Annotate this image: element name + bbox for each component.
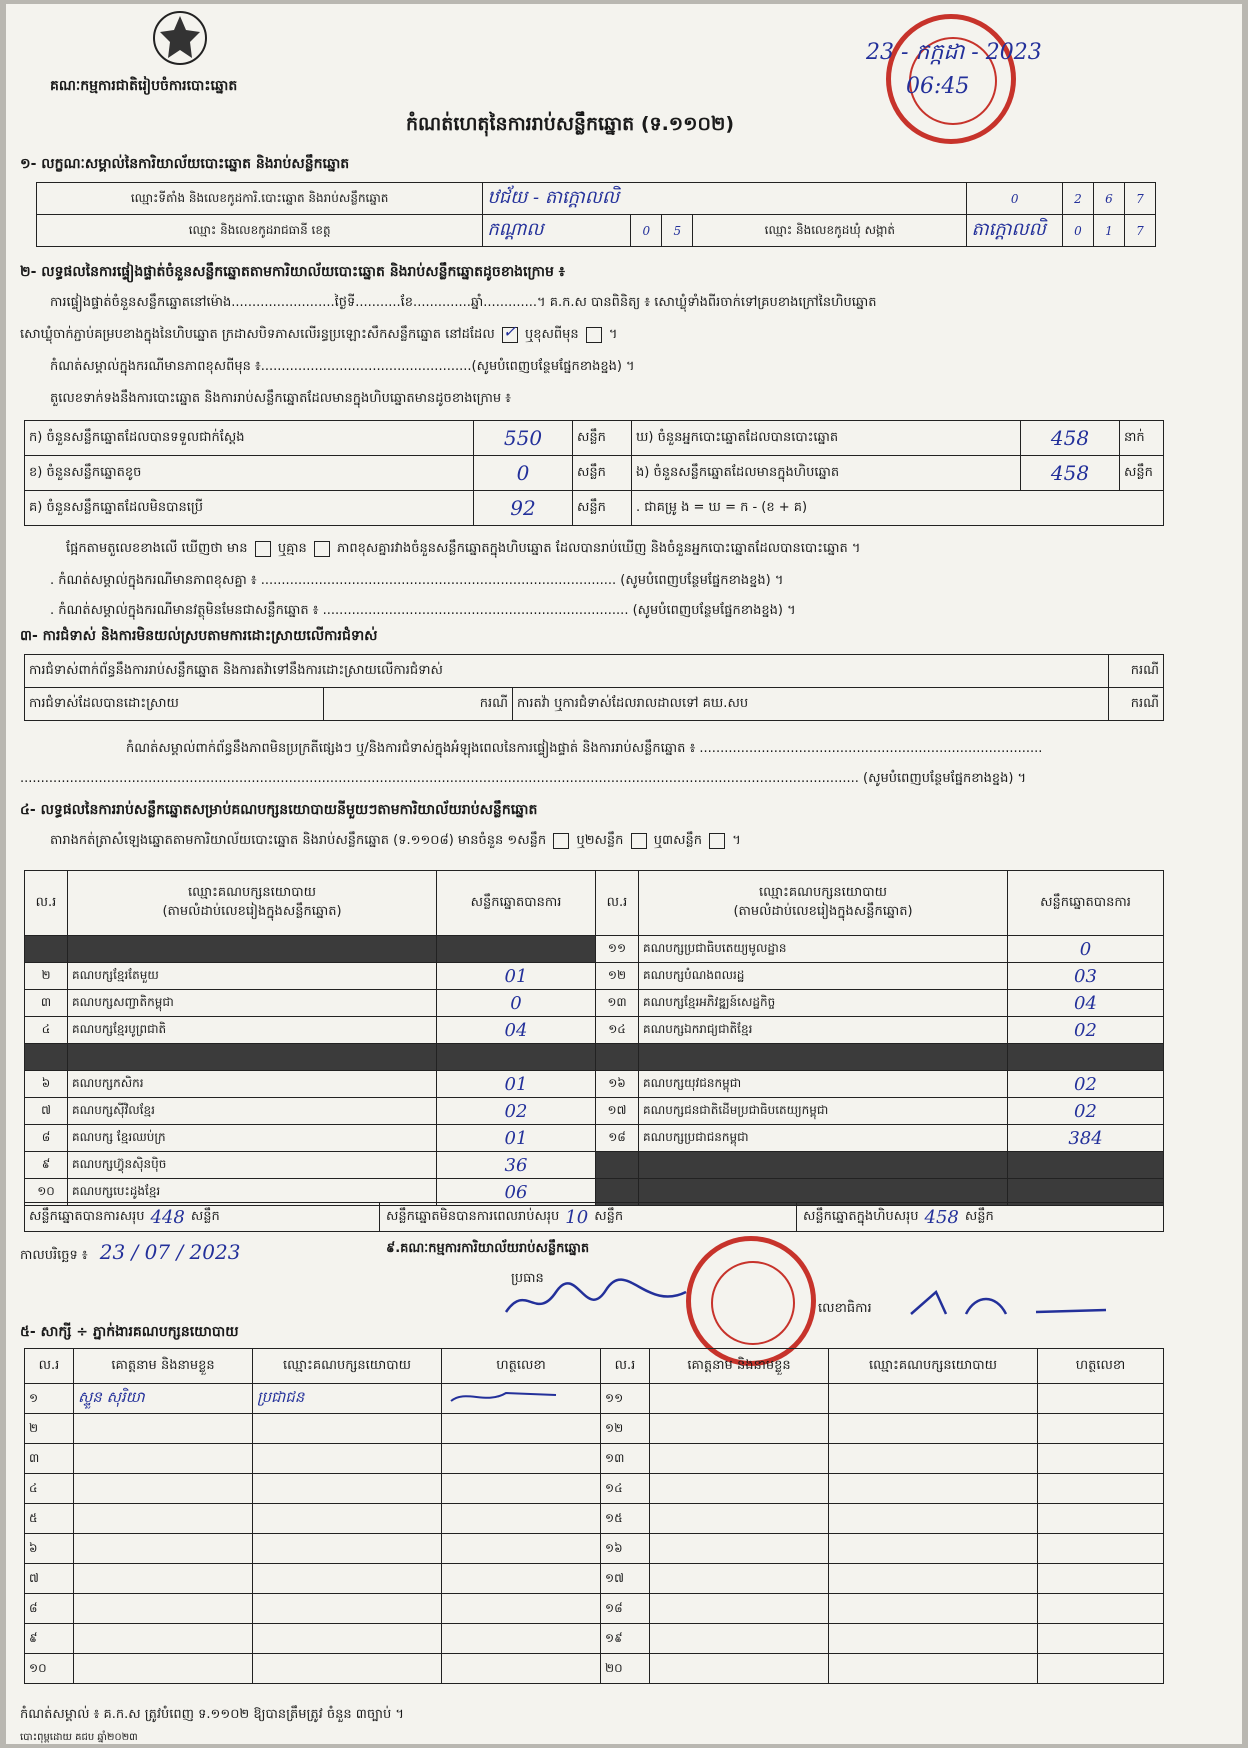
party-no-cell: ៨ <box>25 1125 68 1152</box>
figure-d-label: ឃ) ចំនួនអ្នកបោះឆ្នោតដែលបានបោះឆ្នោត <box>632 421 1021 456</box>
party-no-cell: ៤ <box>25 1017 68 1044</box>
witness-row <box>25 1564 1164 1594</box>
party-row <box>25 936 1164 963</box>
witness-no-right: ១៨ <box>601 1594 650 1624</box>
witness-no: ១ <box>25 1384 74 1414</box>
witness-no-right: ១៥ <box>601 1504 650 1534</box>
organization-name: គណៈកម្មការជាតិរៀបចំការបោះឆ្នោត <box>50 78 238 94</box>
witness-row <box>25 1444 1164 1474</box>
footnote: កំណត់សម្គាល់ ៖ គ.ក.ស ត្រូវបំពេញ ទ.១១០២ ឱ្យបានត្រឹមត្រូវ ចំនួន ៣ច្បាប់ ។ <box>20 1707 404 1722</box>
witness-signature <box>442 1504 601 1534</box>
w-col-name: គោត្តនាម និងនាមខ្លួន <box>74 1349 253 1384</box>
commune-value: តាក្តោលលិ <box>967 215 1063 247</box>
witness-party <box>253 1414 442 1444</box>
station-code-digit: 6 <box>1093 183 1124 215</box>
witness-name <box>74 1594 253 1624</box>
three-sheet-checkbox[interactable] <box>709 833 725 849</box>
party-party-cell: គណបក្សបេះដូងខ្មែរ <box>68 1179 437 1206</box>
secretary-signature <box>906 1284 1126 1324</box>
stamp-date: 23 - កក្កដា - 2023 <box>866 40 1042 65</box>
witness-name <box>74 1474 253 1504</box>
witness-no-right: ១៤ <box>601 1474 650 1504</box>
station-label: ឈ្មោះទីតាំង និងលេខកូដការិ.បោះឆ្នោត និងរាប់សន្លឹកឆ្នោត <box>37 183 483 215</box>
party-no-cell: ១៤ <box>596 1017 639 1044</box>
party-no-cell <box>596 1152 639 1179</box>
witness-party-right <box>829 1414 1038 1444</box>
party-party-cell: គណបក្សខ្មែរអភិវឌ្ឍន៍សេដ្ឋកិច្ច <box>639 990 1008 1017</box>
witness-party <box>253 1504 442 1534</box>
witness-name-right <box>650 1534 829 1564</box>
figure-c-value: 92 <box>474 491 573 526</box>
witness-no-right: ១៦ <box>601 1534 650 1564</box>
totals-row <box>24 1202 1164 1232</box>
witness-no: ១០ <box>25 1654 74 1684</box>
section1-heading: ១- លក្ខណៈសម្គាល់នៃការិយាល័យបោះឆ្នោត និងរាប់សន្លឹកឆ្នោត <box>20 156 350 172</box>
total-box-label: សន្លឹកឆ្នោតក្នុងហិបសរុប <box>803 1208 919 1224</box>
party-party-cell: គណបក្សខ្មែរបូព្រជាតិ <box>68 1017 437 1044</box>
witness-row <box>25 1504 1164 1534</box>
party-votes-cell: 02 <box>1008 1071 1164 1098</box>
party-party-cell <box>68 1044 437 1071</box>
witness-name-right <box>650 1414 829 1444</box>
party-no-cell <box>596 1044 639 1071</box>
w-col-no-right: ល.រ <box>601 1349 650 1384</box>
ballot-count-report-page <box>6 4 1242 1744</box>
party-no-cell: ៦ <box>25 1071 68 1098</box>
party-party-cell: គណបក្សខ្មែរតែមួយ <box>68 963 437 990</box>
section3-heading: ៣- ការជំទាស់ និងការមិនយល់ស្របតាមការដោះស្រាយលើការជំទាស់ <box>20 628 378 644</box>
discrepancy-line <box>66 540 860 559</box>
total-invalid-unit: សន្លឹក <box>594 1208 624 1224</box>
witness-party <box>253 1444 442 1474</box>
witness-no: ៥ <box>25 1504 74 1534</box>
witness-row <box>25 1654 1164 1684</box>
party-party-cell: គណបក្សសញ្ជាតិកម្ពុជា <box>68 990 437 1017</box>
witness-no: ៣ <box>25 1444 74 1474</box>
witness-signature-right <box>1038 1534 1164 1564</box>
total-invalid-value: 10 <box>565 1206 589 1228</box>
witness-party <box>253 1564 442 1594</box>
formula-label: . ជាគម្រូ ង = ឃ = ក - (ខ + គ) <box>632 491 1164 526</box>
party-row <box>25 963 1164 990</box>
witness-name <box>74 1534 253 1564</box>
witness-no: ៤ <box>25 1474 74 1504</box>
station-code-digit: 0 <box>967 183 1063 215</box>
two-sheet-label: ឬ២សន្លឹក <box>576 833 624 848</box>
witness-party <box>253 1594 442 1624</box>
witness-signature <box>442 1564 601 1594</box>
stamp-time: 06:45 <box>906 74 970 99</box>
chair-label: ប្រធាន <box>511 1271 544 1286</box>
party-party-cell: គណបក្សជនជាតិដើមប្រជាធិបតេយ្យកម្ពុជា <box>639 1098 1008 1125</box>
party-votes-cell: 36 <box>437 1152 596 1179</box>
party-party-cell: គណបក្សឯករាជ្យជាតិខ្មែរ <box>639 1017 1008 1044</box>
party-no-cell: ១៣ <box>596 990 639 1017</box>
witness-party-right <box>829 1504 1038 1534</box>
witness-name <box>74 1654 253 1684</box>
unchanged-checkbox[interactable]: ✓ <box>502 321 517 341</box>
witness-no: ៦ <box>25 1534 74 1564</box>
section4-heading: ៤- លទ្ធផលនៃការរាប់សន្លឹកឆ្នោតសម្រាប់គណបក្សនយោបាយនីមួយៗតាមការិយាល័យរាប់សន្លឹកឆ្នោត <box>20 802 538 818</box>
witness-name <box>74 1504 253 1534</box>
witness-row <box>25 1384 1164 1414</box>
resolved-unit: ករណី <box>324 688 513 721</box>
resolved-label: ការជំទាស់ដែលបានដោះស្រាយ <box>25 688 324 721</box>
three-sheet-label: ឬ៣សន្លឹក <box>653 833 702 848</box>
witness-name <box>74 1624 253 1654</box>
col-no-right: ល.រ <box>596 871 639 936</box>
witness-name-right <box>650 1384 829 1414</box>
province-label: ឈ្មោះ និងលេខកូដរាជធានី ខេត្ត <box>37 215 483 247</box>
witness-name <box>74 1564 253 1594</box>
escalated-unit: ករណី <box>1108 688 1163 721</box>
party-results-table <box>24 870 1164 1206</box>
party-row <box>25 990 1164 1017</box>
figure-d-unit: នាក់ <box>1120 421 1164 456</box>
witness-signature <box>442 1534 601 1564</box>
party-votes-cell: 0 <box>1008 936 1164 963</box>
witness-party <box>253 1654 442 1684</box>
seal-line-text: សោឃ្លុំចាក់ភ្ជាប់គម្របខាងក្នុងនៃហិបឆ្នោត ក្រដាសបិទភាសលើរន្ធប្រឡោះសឹកសន្លឹកឆ្នោត នៅដដែល <box>20 327 495 342</box>
party-no-cell: ១២ <box>596 963 639 990</box>
province-code-digit: 5 <box>662 215 693 247</box>
complaints-label: ការជំទាស់ពាក់ព័ន្ធនឹងការរាប់សន្លឹកឆ្នោត និងការតវ៉ាទៅនឹងការដោះស្រាយលើការជំទាស់ <box>25 655 1109 688</box>
party-votes-cell: 384 <box>1008 1125 1164 1152</box>
col-party-right: ឈ្មោះគណបក្សនយោបាយ (តាមលំដាប់លេខរៀងក្នុងសន្លឹកឆ្នោត) <box>639 871 1008 936</box>
figure-c-label: គ) ចំនួនសន្លឹកឆ្នោតដែលមិនបានប្រើ <box>25 491 474 526</box>
irregularity-note: កំណត់សម្គាល់ពាក់ព័ន្ធនឹងភាពមិនប្រក្រតីផ្សេងៗ ឬ/និងការជំទាស់ក្នុងអំឡុងពេលនៃការផ្ទៀងផ្ទាត់ និងការរាប់សន្លឹកឆ្នោត ៖ ................................................................................... <box>126 741 1043 756</box>
party-party-cell: គណបក្សប្រជាជនកម្ពុជា <box>639 1125 1008 1152</box>
witness-signature <box>442 1654 601 1684</box>
witness-row <box>25 1414 1164 1444</box>
party-votes-cell: 02 <box>437 1098 596 1125</box>
total-valid-label: សន្លឹកឆ្នោតបានការសរុប <box>29 1208 145 1224</box>
province-code-digit: 0 <box>631 215 662 247</box>
witness-party-right <box>829 1534 1038 1564</box>
party-no-cell: ១១ <box>596 936 639 963</box>
figure-b-unit: សន្លឹក <box>573 456 632 491</box>
commune-code-digit: 1 <box>1093 215 1124 247</box>
witness-party <box>253 1534 442 1564</box>
party-party-cell: គណបក្សប្រជាធិបតេយ្យមូលដ្ឋាន <box>639 936 1008 963</box>
party-no-cell: ១៧ <box>596 1098 639 1125</box>
party-votes-cell: 0 <box>437 990 596 1017</box>
witness-row <box>25 1474 1164 1504</box>
witness-signature-right <box>1038 1564 1164 1594</box>
party-votes-cell <box>1008 1152 1164 1179</box>
official-stamp-middle <box>686 1236 816 1366</box>
commune-code-digit: 7 <box>1124 215 1155 247</box>
witness-name <box>74 1414 253 1444</box>
witness-no: ៧ <box>25 1564 74 1594</box>
witness-party-right <box>829 1654 1038 1684</box>
verification-line: ការផ្ទៀងផ្ទាត់ចំនួនសន្លឹកឆ្នោតនៅម៉ោង.........................ថ្ងៃទី...........ខែ..............ឆ្នាំ.............។ គ.ក.ស បានពិនិត្យ ៖ សោឃ្លុំទាំងពីរចាក់ទៅគ្របខាងក្រៅនៃហិបឆ្នោត <box>50 295 877 310</box>
witness-signature <box>442 1414 601 1444</box>
party-votes-cell: 01 <box>437 1071 596 1098</box>
witness-signature-right <box>1038 1504 1164 1534</box>
section4-intro: តារាងកត់ត្រាសំឡេងឆ្នោតតាមការិយាល័យបោះឆ្នោត និងរាប់សន្លឹកឆ្នោត (ទ.១១០៨) មានចំនួន ១សន្លឹក ឬ២សន្លឹក ឬ៣សន្លឹក ។ <box>50 833 741 848</box>
station-code-digit: 7 <box>1124 183 1155 215</box>
witness-name <box>74 1444 253 1474</box>
date-value: 23 / 07 / 2023 <box>99 1240 241 1264</box>
total-box <box>797 1203 1163 1231</box>
commune-label: ឈ្មោះ និងលេខកូដឃុំ សង្កាត់ <box>693 215 967 247</box>
party-party-cell: គណបក្សស៊ីវិលខ្មែរ <box>68 1098 437 1125</box>
discrepancy-tail: ភាពខុសគ្នារវាងចំនួនសន្លឹកឆ្នោតក្នុងហិបឆ្នោត ដែលបានរាប់ឃើញ និងចំនួនអ្នកបោះឆ្នោតដែលបានបោះឆ្នោត ។ <box>337 541 861 556</box>
witness-name-right <box>650 1504 829 1534</box>
figures-intro: តួលេខទាក់ទងនឹងការបោះឆ្នោត និងការរាប់សន្លឹកឆ្នោតដែលមានក្នុងហិបឆ្នោតមានដូចខាងក្រោម ៖ <box>50 391 511 406</box>
witness-party-right <box>829 1384 1038 1414</box>
witness-name-right <box>650 1654 829 1684</box>
changed-label: ឬខុសពីមុន <box>524 327 579 342</box>
witness-row <box>25 1624 1164 1654</box>
date-label: កាលបរិច្ឆេទ ៖ <box>20 1248 88 1263</box>
witness-party: ប្រជាជន <box>253 1384 442 1414</box>
figure-a-label: ក) ចំនួនសន្លឹកឆ្នោតដែលបានទទួលជាក់ស្តែង <box>25 421 474 456</box>
witness-signature-right <box>1038 1414 1164 1444</box>
total-invalid <box>380 1203 797 1231</box>
polling-station-id-table <box>36 182 1156 247</box>
party-party-cell <box>639 1152 1008 1179</box>
w-col-name-right: គោត្តនាម និងនាមខ្លួន <box>650 1349 829 1384</box>
irregularity-note-cont: ........................................................................................................................................................................................................... (សូមបំពេញបន្ថែមផ្នែកខាងខ្នង) ។ <box>20 771 1027 786</box>
figure-b-label: ខ) ចំនួនសន្លឹកឆ្នោតខូច <box>25 456 474 491</box>
witness-table <box>24 1348 1164 1684</box>
witness-signature-right <box>1038 1474 1164 1504</box>
figure-e-unit: សន្លឹក <box>1120 456 1164 491</box>
complaints-table <box>24 654 1164 721</box>
party-row <box>25 1152 1164 1179</box>
party-no-cell <box>25 1044 68 1071</box>
party-party-cell: គណបក្សបំណងពលរដ្ឋ <box>639 963 1008 990</box>
party-no-cell: ២ <box>25 963 68 990</box>
witness-name: ស្ទួន សុរិយា <box>74 1384 253 1414</box>
has-discrepancy-checkbox[interactable] <box>255 541 271 557</box>
party-votes-cell <box>437 936 596 963</box>
one-sheet-checkbox[interactable] <box>553 833 569 849</box>
witness-party-right <box>829 1624 1038 1654</box>
col-party: ឈ្មោះគណបក្សនយោបាយ (តាមលំដាប់លេខរៀងក្នុងសន្លឹកឆ្នោត) <box>68 871 437 936</box>
figure-d-value: 458 <box>1021 421 1120 456</box>
witness-name-right <box>650 1624 829 1654</box>
witness-party <box>253 1624 442 1654</box>
witness-signature <box>442 1594 601 1624</box>
witness-signature <box>442 1624 601 1654</box>
party-party-cell: គណបក្សកសិករ <box>68 1071 437 1098</box>
total-invalid-label: សន្លឹកឆ្នោតមិនបានការពេលរាប់សរុប <box>386 1208 560 1224</box>
witness-signature-right <box>1038 1654 1164 1684</box>
col-no: ល.រ <box>25 871 68 936</box>
figure-b-value: 0 <box>474 456 573 491</box>
witness-party-right <box>829 1444 1038 1474</box>
ballot-figures-table <box>24 420 1164 526</box>
col-votes: សន្លឹកឆ្នោតបានការ <box>437 871 596 936</box>
party-no-cell: ៣ <box>25 990 68 1017</box>
committee-title: ៩.គណៈកម្មការការិយាល័យរាប់សន្លឹកឆ្នោត <box>386 1241 590 1256</box>
party-votes-cell <box>437 1044 596 1071</box>
figure-c-unit: សន្លឹក <box>573 491 632 526</box>
witness-signature-mark <box>446 1387 566 1407</box>
station-value: ឋជ័យ - តាក្តោលលិ <box>483 183 967 215</box>
party-votes-cell: 03 <box>1008 963 1164 990</box>
escalated-label: ការតវ៉ា ឬការជំទាស់ដែលរាលដាលទៅ គឃ.សប <box>513 688 1109 721</box>
witness-name-right <box>650 1444 829 1474</box>
party-row <box>25 1044 1164 1071</box>
chair-signature <box>496 1272 696 1332</box>
two-sheet-checkbox[interactable] <box>631 833 647 849</box>
foreign-object-note: . កំណត់សម្គាល់ក្នុងករណីមានវត្ថុមិនមែនជាសន្លឹកឆ្នោត ៖ .......................................................................... (សូមបំពេញបន្ថែមផ្នែកខាងខ្នង) ។ <box>50 603 796 618</box>
difference-note-line: កំណត់សម្គាល់ក្នុងករណីមានភាពខុសពីមុន ៖...................................................(សូមបំពេញបន្ថែមផ្នែកខាងខ្នង) ។ <box>50 359 635 374</box>
party-row <box>25 1125 1164 1152</box>
seal-line: សោឃ្លុំចាក់ភ្ជាប់គម្របខាងក្នុងនៃហិបឆ្នោត ក្រដាសបិទភាសលើរន្ធប្រឡោះសឹកសន្លឹកឆ្នោត នៅដដែល ✓ ឬខុសពីមុន ។ <box>20 321 618 342</box>
figure-e-label: ង) ចំនួនសន្លឹកឆ្នោតដែលមានក្នុងហិបឆ្នោត <box>632 456 1021 491</box>
complaints-unit: ករណី <box>1108 655 1163 688</box>
figure-e-value: 458 <box>1021 456 1120 491</box>
total-valid <box>25 1203 380 1231</box>
figure-a-value: 550 <box>474 421 573 456</box>
witness-row <box>25 1534 1164 1564</box>
party-no-cell: ៩ <box>25 1152 68 1179</box>
witness-no-right: ១៧ <box>601 1564 650 1594</box>
party-party-cell: គណបក្សយុវជនកម្ពុជា <box>639 1071 1008 1098</box>
witness-no: ២ <box>25 1414 74 1444</box>
party-no-cell: ១០ <box>25 1179 68 1206</box>
witness-party <box>253 1474 442 1504</box>
party-votes-cell: 04 <box>437 1017 596 1044</box>
party-no-cell: ៧ <box>25 1098 68 1125</box>
party-votes-cell: 01 <box>437 1125 596 1152</box>
witness-signature <box>442 1474 601 1504</box>
province-value: កណ្តាល <box>483 215 631 247</box>
discrepancy-note: . កំណត់សម្គាល់ក្នុងករណីមានភាពខុសគ្នា ៖ ...................................................................................... (សូមបំពេញបន្ថែមផ្នែកខាងខ្នង) ។ <box>50 573 784 588</box>
commune-code-digit: 0 <box>1063 215 1094 247</box>
witness-signature <box>442 1444 601 1474</box>
total-box-unit: សន្លឹក <box>964 1208 994 1224</box>
party-party-cell <box>639 1044 1008 1071</box>
party-votes-cell: 02 <box>1008 1098 1164 1125</box>
emblem-icon <box>146 8 214 68</box>
station-code-digit: 2 <box>1063 183 1094 215</box>
party-votes-cell: 06 <box>437 1179 596 1206</box>
witness-name-right <box>650 1564 829 1594</box>
party-party-cell: គណបក្ស ខ្មែរឈប់ក្រ <box>68 1125 437 1152</box>
witness-name-right <box>650 1474 829 1504</box>
witness-no-right: ១៩ <box>601 1624 650 1654</box>
col-votes-right: សន្លឹកឆ្នោតបានការ <box>1008 871 1164 936</box>
intro-text: តារាងកត់ត្រាសំឡេងឆ្នោតតាមការិយាល័យបោះឆ្នោត និងរាប់សន្លឹកឆ្នោត (ទ.១១០៨) មានចំនួន ១សន្លឹក <box>50 833 547 848</box>
w-col-party: ឈ្មោះគណបក្សនយោបាយ <box>253 1349 442 1384</box>
discrepancy-text: ផ្អែកតាមតួលេខខាងលើ ឃើញថា មាន <box>66 541 248 556</box>
witness-no-right: ២០ <box>601 1654 650 1684</box>
section2-heading: ២- លទ្ធផលនៃការផ្ទៀងផ្ទាត់ចំនួនសន្លឹកឆ្នោតតាមការិយាល័យបោះឆ្នោត និងរាប់សន្លឹកឆ្នោតដូចខាងក្រោម ៖ <box>20 264 565 280</box>
witness-party-right <box>829 1474 1038 1504</box>
party-no-cell <box>25 936 68 963</box>
party-party-cell: គណបក្សហ៊្វុនស៊ិនប៉ិច <box>68 1152 437 1179</box>
figure-a-unit: សន្លឹក <box>573 421 632 456</box>
witness-no-right: ១៣ <box>601 1444 650 1474</box>
print-footer: បោះពុម្ពដោយ គជប ឆ្នាំ២០២៣ <box>20 1732 138 1743</box>
w-col-party-right: ឈ្មោះគណបក្សនយោបាយ <box>829 1349 1038 1384</box>
party-row <box>25 1017 1164 1044</box>
witness-signature-right <box>1038 1624 1164 1654</box>
party-votes-cell: 01 <box>437 963 596 990</box>
party-row <box>25 1071 1164 1098</box>
party-no-cell: ១៦ <box>596 1071 639 1098</box>
witness-party-right <box>829 1594 1038 1624</box>
no-discrepancy-checkbox[interactable] <box>314 541 330 557</box>
date-line <box>20 1240 240 1266</box>
witness-signature-right <box>1038 1384 1164 1414</box>
party-row <box>25 1098 1164 1125</box>
witness-no: ៩ <box>25 1624 74 1654</box>
document-title: កំណត់ហេតុនៃការរាប់សន្លឹកឆ្នោត (ទ.១១០២) <box>406 113 735 135</box>
witness-no-right: ១១ <box>601 1384 650 1414</box>
witness-no-right: ១២ <box>601 1414 650 1444</box>
party-party-cell <box>68 936 437 963</box>
party-votes-cell: 04 <box>1008 990 1164 1017</box>
total-box-value: 458 <box>924 1206 959 1228</box>
party-votes-cell: 02 <box>1008 1017 1164 1044</box>
party-votes-cell <box>1008 1044 1164 1071</box>
section5-heading: ៥- សាក្សី ÷ ភ្នាក់ងារគណបក្សនយោបាយ <box>20 1324 239 1340</box>
witness-signature-right <box>1038 1594 1164 1624</box>
witness-name-right <box>650 1594 829 1624</box>
total-valid-value: 448 <box>150 1206 185 1228</box>
witness-signature <box>442 1384 601 1414</box>
no-discrepancy-label: ឬគ្មាន <box>277 541 307 556</box>
w-col-signature: ហត្ថលេខា <box>442 1349 601 1384</box>
secretary-label: លេខាធិការ <box>818 1301 872 1316</box>
changed-checkbox[interactable] <box>586 327 602 343</box>
w-col-signature-right: ហត្ថលេខា <box>1038 1349 1164 1384</box>
witness-no: ៨ <box>25 1594 74 1624</box>
witness-signature-right <box>1038 1444 1164 1474</box>
total-valid-unit: សន្លឹក <box>190 1208 220 1224</box>
witness-row <box>25 1594 1164 1624</box>
w-col-no: ល.រ <box>25 1349 74 1384</box>
witness-party-right <box>829 1564 1038 1594</box>
party-no-cell: ១៨ <box>596 1125 639 1152</box>
